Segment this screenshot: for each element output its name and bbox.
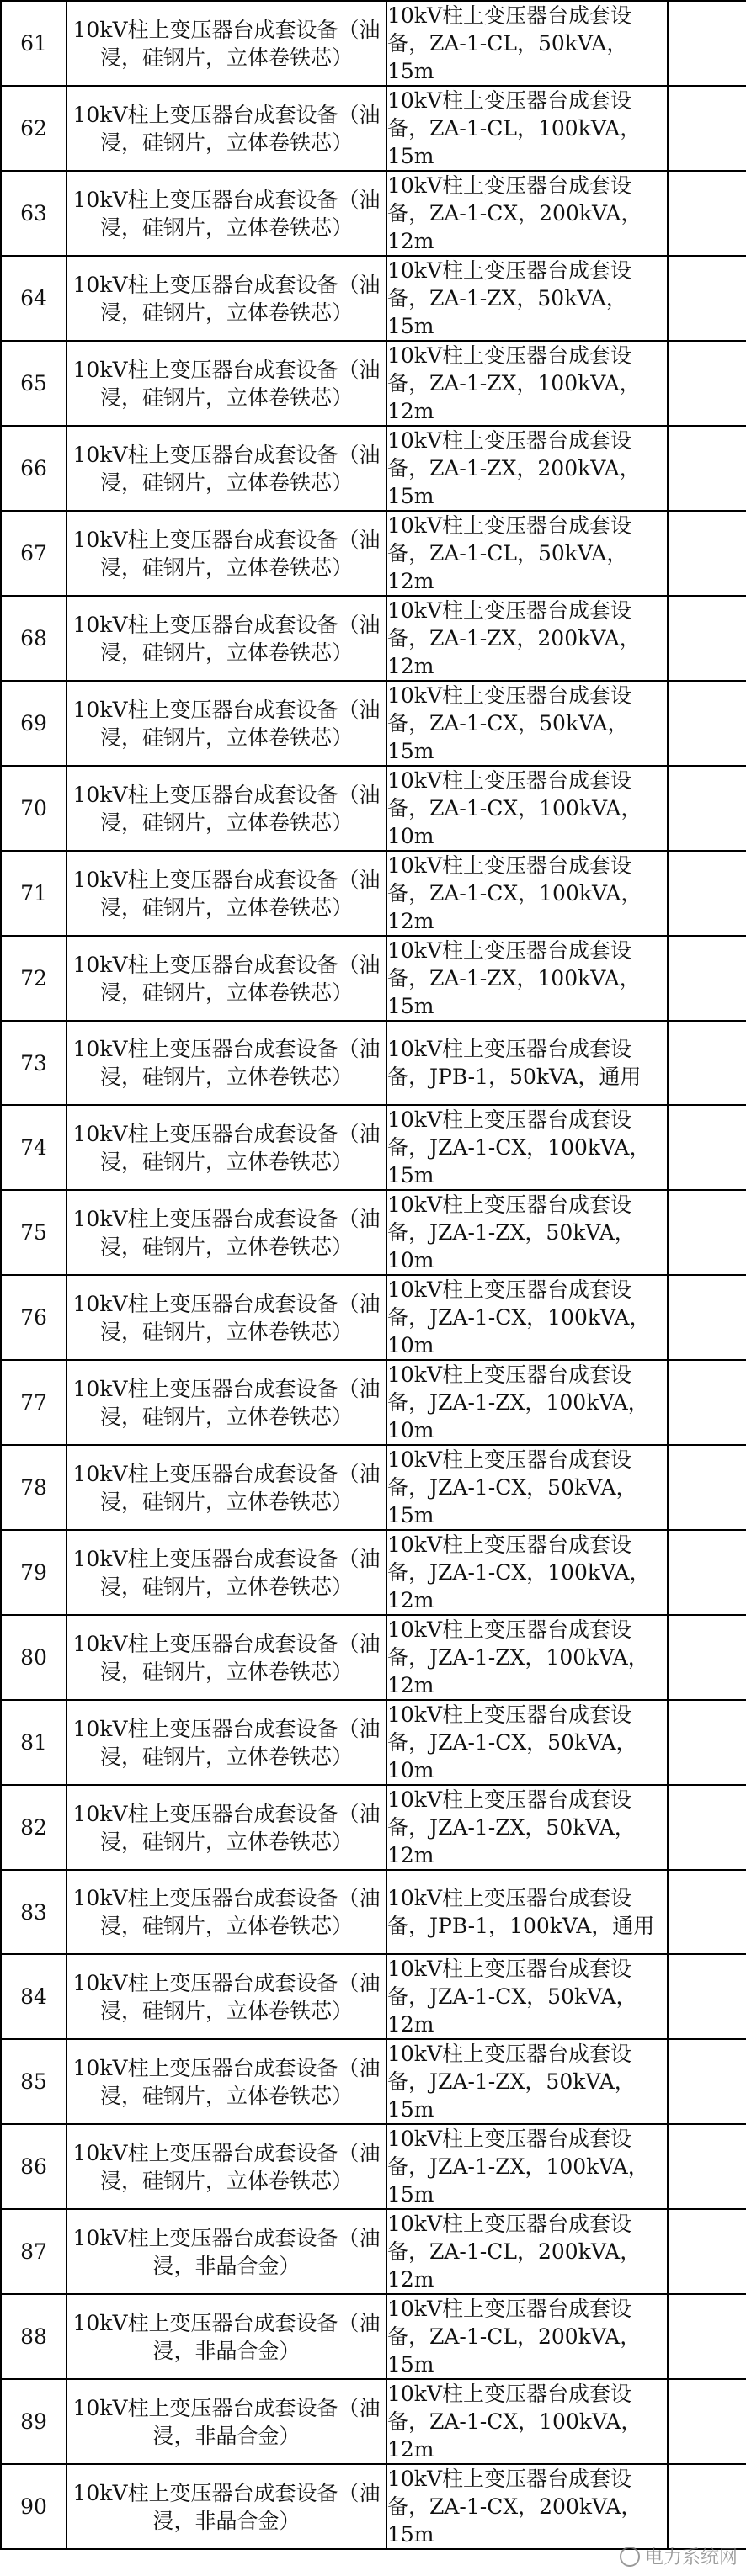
equipment-spec-cell: 10kV柱上变压器台成套设备，ZA-1-CX，100kVA，10m	[386, 766, 668, 851]
equipment-spec-cell: 10kV柱上变压器台成套设备，JZA-1-CX，50kVA，15m	[386, 1445, 668, 1530]
blank-cell	[668, 1275, 746, 1360]
row-number: 90	[1, 2464, 67, 2549]
blank-cell	[668, 681, 746, 766]
watermark-text: 电力系统网	[644, 2547, 738, 2568]
equipment-name-cell: 10kV柱上变压器台成套设备（油浸，硅钢片，立体卷铁芯）	[67, 851, 386, 936]
equipment-name-cell: 10kV柱上变压器台成套设备（油浸，硅钢片，立体卷铁芯）	[67, 171, 386, 256]
equipment-name-cell: 10kV柱上变压器台成套设备（油浸，硅钢片，立体卷铁芯）	[67, 1360, 386, 1445]
row-number: 85	[1, 2039, 67, 2124]
row-number: 67	[1, 511, 67, 596]
equipment-spec-cell: 10kV柱上变压器台成套设备，ZA-1-ZX，200kVA，12m	[386, 596, 668, 681]
blank-cell	[668, 596, 746, 681]
row-number: 73	[1, 1021, 67, 1105]
blank-cell	[668, 2039, 746, 2124]
table-row	[1, 681, 746, 766]
equipment-spec-cell: 10kV柱上变压器台成套设备，JZA-1-ZX，50kVA，12m	[386, 1785, 668, 1870]
blank-cell	[668, 2464, 746, 2549]
blank-cell	[668, 171, 746, 256]
equipment-spec-cell: 10kV柱上变压器台成套设备，JZA-1-CX，50kVA，10m	[386, 1700, 668, 1785]
table-row	[1, 596, 746, 681]
table-row	[1, 426, 746, 511]
blank-cell	[668, 1445, 746, 1530]
blank-cell	[668, 1870, 746, 1954]
equipment-name-cell: 10kV柱上变压器台成套设备（油浸，硅钢片，立体卷铁芯）	[67, 1021, 386, 1105]
equipment-spec-cell: 10kV柱上变压器台成套设备，ZA-1-ZX，200kVA，15m	[386, 426, 668, 511]
blank-cell	[668, 341, 746, 426]
equipment-spec-cell: 10kV柱上变压器台成套设备，ZA-1-CL，50kVA，15m	[386, 1, 668, 86]
equipment-name-cell: 10kV柱上变压器台成套设备（油浸，硅钢片，立体卷铁芯）	[67, 1615, 386, 1700]
blank-cell	[668, 1190, 746, 1275]
blank-cell	[668, 86, 746, 171]
row-number: 64	[1, 256, 67, 341]
row-number: 77	[1, 1360, 67, 1445]
equipment-spec-cell: 10kV柱上变压器台成套设备，JZA-1-ZX，100kVA，15m	[386, 2124, 668, 2209]
equipment-name-cell: 10kV柱上变压器台成套设备（油浸，硅钢片，立体卷铁芯）	[67, 1954, 386, 2039]
row-number: 82	[1, 1785, 67, 1870]
equipment-spec-cell: 10kV柱上变压器台成套设备，ZA-1-CL，200kVA，12m	[386, 2209, 668, 2294]
equipment-spec-cell: 10kV柱上变压器台成套设备，JZA-1-ZX，50kVA，15m	[386, 2039, 668, 2124]
row-number: 76	[1, 1275, 67, 1360]
table-row	[1, 1021, 746, 1105]
table-row	[1, 1870, 746, 1954]
blank-cell	[668, 851, 746, 936]
equipment-spec-cell: 10kV柱上变压器台成套设备，JZA-1-ZX，50kVA，10m	[386, 1190, 668, 1275]
equipment-spec-cell: 10kV柱上变压器台成套设备，ZA-1-CX，50kVA，15m	[386, 681, 668, 766]
row-number: 89	[1, 2379, 67, 2464]
table-row	[1, 1445, 746, 1530]
equipment-name-cell: 10kV柱上变压器台成套设备（油浸，硅钢片，立体卷铁芯）	[67, 936, 386, 1021]
equipment-spec-cell: 10kV柱上变压器台成套设备，JZA-1-CX，50kVA，12m	[386, 1954, 668, 2039]
equipment-spec-cell: 10kV柱上变压器台成套设备，ZA-1-CL，200kVA，15m	[386, 2294, 668, 2379]
equipment-name-cell: 10kV柱上变压器台成套设备（油浸，硅钢片，立体卷铁芯）	[67, 1870, 386, 1954]
table-row	[1, 1, 746, 86]
table-row	[1, 511, 746, 596]
row-number: 86	[1, 2124, 67, 2209]
blank-cell	[668, 256, 746, 341]
row-number: 68	[1, 596, 67, 681]
table-row	[1, 2124, 746, 2209]
equipment-spec-cell: 10kV柱上变压器台成套设备，JZA-1-CX，100kVA，10m	[386, 1275, 668, 1360]
blank-cell	[668, 2124, 746, 2209]
row-number: 62	[1, 86, 67, 171]
equipment-name-cell: 10kV柱上变压器台成套设备（油浸，硅钢片，立体卷铁芯）	[67, 1445, 386, 1530]
equipment-spec-cell: 10kV柱上变压器台成套设备，ZA-1-CX，100kVA，12m	[386, 2379, 668, 2464]
equipment-spec-cell: 10kV柱上变压器台成套设备，JZA-1-CX，100kVA，12m	[386, 1530, 668, 1615]
blank-cell	[668, 1615, 746, 1700]
blank-cell	[668, 1021, 746, 1105]
row-number: 78	[1, 1445, 67, 1530]
equipment-table-body	[1, 1, 746, 2549]
blank-cell	[668, 1954, 746, 2039]
equipment-spec-cell: 10kV柱上变压器台成套设备，ZA-1-CL，100kVA，15m	[386, 86, 668, 171]
equipment-spec-cell: 10kV柱上变压器台成套设备，ZA-1-CL，50kVA，12m	[386, 511, 668, 596]
table-row	[1, 1275, 746, 1360]
equipment-name-cell: 10kV柱上变压器台成套设备（油浸，硅钢片，立体卷铁芯）	[67, 1275, 386, 1360]
equipment-spec-cell: 10kV柱上变压器台成套设备，ZA-1-CX，200kVA，15m	[386, 2464, 668, 2549]
equipment-name-cell: 10kV柱上变压器台成套设备（油浸，非晶合金）	[67, 2464, 386, 2549]
equipment-name-cell: 10kV柱上变压器台成套设备（油浸，硅钢片，立体卷铁芯）	[67, 256, 386, 341]
blank-cell	[668, 426, 746, 511]
watermark-logo-icon	[620, 2547, 640, 2567]
blank-cell	[668, 936, 746, 1021]
row-number: 84	[1, 1954, 67, 2039]
equipment-spec-cell: 10kV柱上变压器台成套设备，ZA-1-CX，200kVA，12m	[386, 171, 668, 256]
row-number: 69	[1, 681, 67, 766]
equipment-spec-cell: 10kV柱上变压器台成套设备，ZA-1-ZX，100kVA，12m	[386, 341, 668, 426]
equipment-name-cell: 10kV柱上变压器台成套设备（油浸，硅钢片，立体卷铁芯）	[67, 1190, 386, 1275]
table-row	[1, 1700, 746, 1785]
equipment-name-cell: 10kV柱上变压器台成套设备（油浸，硅钢片，立体卷铁芯）	[67, 681, 386, 766]
row-number: 88	[1, 2294, 67, 2379]
equipment-name-cell: 10kV柱上变压器台成套设备（油浸，硅钢片，立体卷铁芯）	[67, 1530, 386, 1615]
table-row	[1, 2464, 746, 2549]
equipment-name-cell: 10kV柱上变压器台成套设备（油浸，硅钢片，立体卷铁芯）	[67, 1, 386, 86]
row-number: 72	[1, 936, 67, 1021]
equipment-name-cell: 10kV柱上变压器台成套设备（油浸，硅钢片，立体卷铁芯）	[67, 596, 386, 681]
blank-cell	[668, 1530, 746, 1615]
equipment-name-cell: 10kV柱上变压器台成套设备（油浸，硅钢片，立体卷铁芯）	[67, 2039, 386, 2124]
equipment-name-cell: 10kV柱上变压器台成套设备（油浸，非晶合金）	[67, 2294, 386, 2379]
row-number: 79	[1, 1530, 67, 1615]
equipment-name-cell: 10kV柱上变压器台成套设备（油浸，硅钢片，立体卷铁芯）	[67, 341, 386, 426]
table-row	[1, 1954, 746, 2039]
table-row	[1, 851, 746, 936]
row-number: 87	[1, 2209, 67, 2294]
table-row	[1, 2209, 746, 2294]
blank-cell	[668, 2209, 746, 2294]
table-row	[1, 1360, 746, 1445]
blank-cell	[668, 1360, 746, 1445]
table-row	[1, 171, 746, 256]
equipment-name-cell: 10kV柱上变压器台成套设备（油浸，硅钢片，立体卷铁芯）	[67, 511, 386, 596]
table-row	[1, 766, 746, 851]
row-number: 70	[1, 766, 67, 851]
equipment-name-cell: 10kV柱上变压器台成套设备（油浸，非晶合金）	[67, 2209, 386, 2294]
row-number: 71	[1, 851, 67, 936]
equipment-name-cell: 10kV柱上变压器台成套设备（油浸，硅钢片，立体卷铁芯）	[67, 766, 386, 851]
row-number: 66	[1, 426, 67, 511]
equipment-spec-cell: 10kV柱上变压器台成套设备，ZA-1-ZX，50kVA，15m	[386, 256, 668, 341]
equipment-spec-cell: 10kV柱上变压器台成套设备，JZA-1-CX，100kVA，15m	[386, 1105, 668, 1190]
blank-cell	[668, 1, 746, 86]
blank-cell	[668, 1700, 746, 1785]
equipment-name-cell: 10kV柱上变压器台成套设备（油浸，硅钢片，立体卷铁芯）	[67, 1105, 386, 1190]
table-row	[1, 341, 746, 426]
blank-cell	[668, 766, 746, 851]
table-row	[1, 2379, 746, 2464]
row-number: 61	[1, 1, 67, 86]
blank-cell	[668, 2379, 746, 2464]
equipment-spec-cell: 10kV柱上变压器台成套设备，JZA-1-ZX，100kVA，12m	[386, 1615, 668, 1700]
table-row	[1, 1615, 746, 1700]
row-number: 81	[1, 1700, 67, 1785]
table-row	[1, 936, 746, 1021]
row-number: 65	[1, 341, 67, 426]
watermark	[620, 2543, 738, 2569]
table-row	[1, 2294, 746, 2379]
equipment-spec-cell: 10kV柱上变压器台成套设备，ZA-1-ZX，100kVA，15m	[386, 936, 668, 1021]
equipment-name-cell: 10kV柱上变压器台成套设备（油浸，硅钢片，立体卷铁芯）	[67, 1700, 386, 1785]
equipment-spec-cell: 10kV柱上变压器台成套设备，ZA-1-CX，100kVA，12m	[386, 851, 668, 936]
equipment-name-cell: 10kV柱上变压器台成套设备（油浸，硅钢片，立体卷铁芯）	[67, 426, 386, 511]
blank-cell	[668, 511, 746, 596]
table-row	[1, 1785, 746, 1870]
table-row	[1, 1530, 746, 1615]
equipment-name-cell: 10kV柱上变压器台成套设备（油浸，硅钢片，立体卷铁芯）	[67, 86, 386, 171]
equipment-spec-cell: 10kV柱上变压器台成套设备，JPB-1，100kVA，通用	[386, 1870, 668, 1954]
row-number: 80	[1, 1615, 67, 1700]
row-number: 75	[1, 1190, 67, 1275]
blank-cell	[668, 1105, 746, 1190]
blank-cell	[668, 2294, 746, 2379]
equipment-spec-cell: 10kV柱上变压器台成套设备，JPB-1，50kVA，通用	[386, 1021, 668, 1105]
blank-cell	[668, 1785, 746, 1870]
equipment-name-cell: 10kV柱上变压器台成套设备（油浸，硅钢片，立体卷铁芯）	[67, 1785, 386, 1870]
table-row	[1, 256, 746, 341]
table-row	[1, 1190, 746, 1275]
equipment-name-cell: 10kV柱上变压器台成套设备（油浸，硅钢片，立体卷铁芯）	[67, 2124, 386, 2209]
table-row	[1, 2039, 746, 2124]
row-number: 74	[1, 1105, 67, 1190]
table-row	[1, 1105, 746, 1190]
equipment-spec-cell: 10kV柱上变压器台成套设备，JZA-1-ZX，100kVA，10m	[386, 1360, 668, 1445]
row-number: 83	[1, 1870, 67, 1954]
row-number: 63	[1, 171, 67, 256]
table-row	[1, 86, 746, 171]
equipment-name-cell: 10kV柱上变压器台成套设备（油浸，非晶合金）	[67, 2379, 386, 2464]
